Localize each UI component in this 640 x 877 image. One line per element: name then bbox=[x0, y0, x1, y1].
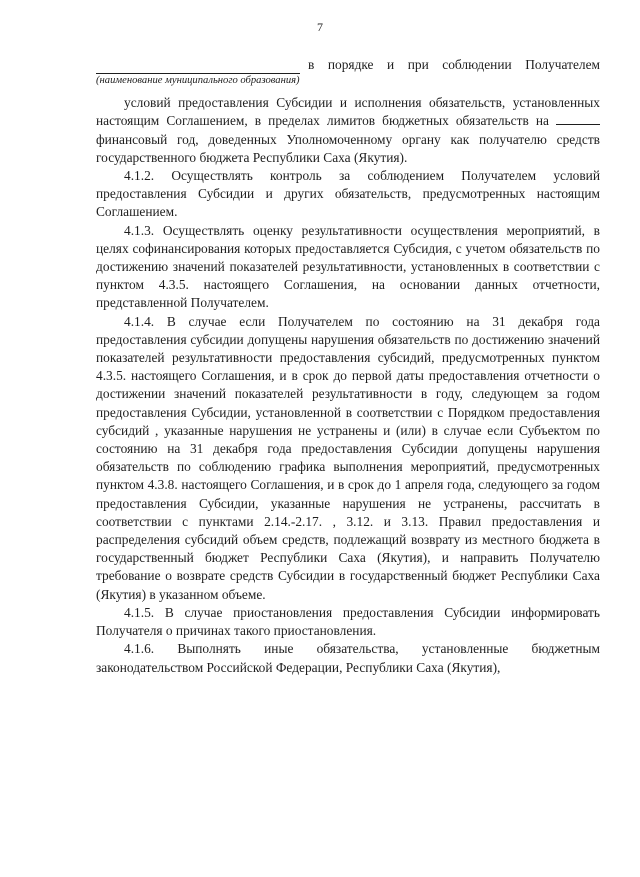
municipality-line-text: в порядке и при соблюдении Получателем bbox=[308, 57, 600, 72]
paragraph-4-1-4: 4.1.4. В случае если Получателем по состоянию на 31 декабря года предоставления субсидии допущены нарушения обязательств по достижению значений показателей результативности предоставления субсидий, предусмотренных пунктом 4.3.5. настоящего Соглашения, и в срок до первой даты предоставления отчетности о достижении значений показателей результативности в году, следующем за годом предоставления Субсидии, установленной в соответствии с Порядком предоставления субсидий , указанные нарушения не устранены и (или) в случае если Субъектом по состоянию на 31 декабря года предоставления Субсидии допущены нарушения обязательств по соблюдению графика выполнения мероприятий, предусмотренных пунктом 4.3.8. настоящего Соглашения, и в срок до 1 апреля года, следующего за годом предоставления Субсидии, указанные нарушения не устранены, рассчитать в соответствии с пунктами 2.14.-2.17. , 3.12. и 3.13. Правил предоставления и распределения субсидий объем средств, подлежащий возврату из местного бюджета в государственный бюджет Республики Саха (Якутия), и направить Получателю требование о возврате средств Субсидии в государственный бюджет Республики Саха (Якутия) в указанном объеме. bbox=[96, 313, 600, 602]
paragraph-limits-text-b: финансовый год, доведенных Уполномоченному органу как получателю средств государственного бюджета Республики Саха (Якутия). bbox=[96, 131, 600, 165]
paragraph-limits bbox=[96, 94, 600, 167]
paragraph-limits-text-a: условий предоставления Субсидии и исполнения обязательств, установленных настоящим Соглашением, в пределах лимитов бюджетных обязательств на bbox=[96, 95, 600, 129]
page-number: 7 bbox=[317, 20, 323, 34]
paragraph-4-1-2: 4.1.2. Осуществлять контроль за соблюдением Получателем условий предоставления Субсидии и других обязательств, предусмотренных настоящим Соглашением. bbox=[96, 168, 600, 220]
municipality-blank bbox=[96, 58, 300, 74]
paragraph-4-1-6: 4.1.6. Выполнять иные обязательства, установленные бюджетным законодательством Российской Федерации, Республики Саха (Якутия), bbox=[96, 641, 600, 675]
paragraph-4-1-3: 4.1.3. Осуществлять оценку результативности осуществления мероприятий, в целях софинансирования которых предоставляется Субсидия, с учетом обязательств по достижению значений показателей результативности, установленных в соответствии с пунктом 4.3.5. настоящего Соглашения, на основании данных отчетности, представленной Получателем. bbox=[96, 222, 600, 311]
paragraph-4-1-5: 4.1.5. В случае приостановления предоставления Субсидии информировать Получателя о причинах такого приостановления. bbox=[96, 604, 600, 639]
document-body bbox=[96, 56, 600, 677]
municipality-line bbox=[96, 56, 600, 74]
municipality-caption: (наименование муниципального образования) bbox=[96, 75, 300, 87]
year-blank bbox=[556, 112, 600, 125]
